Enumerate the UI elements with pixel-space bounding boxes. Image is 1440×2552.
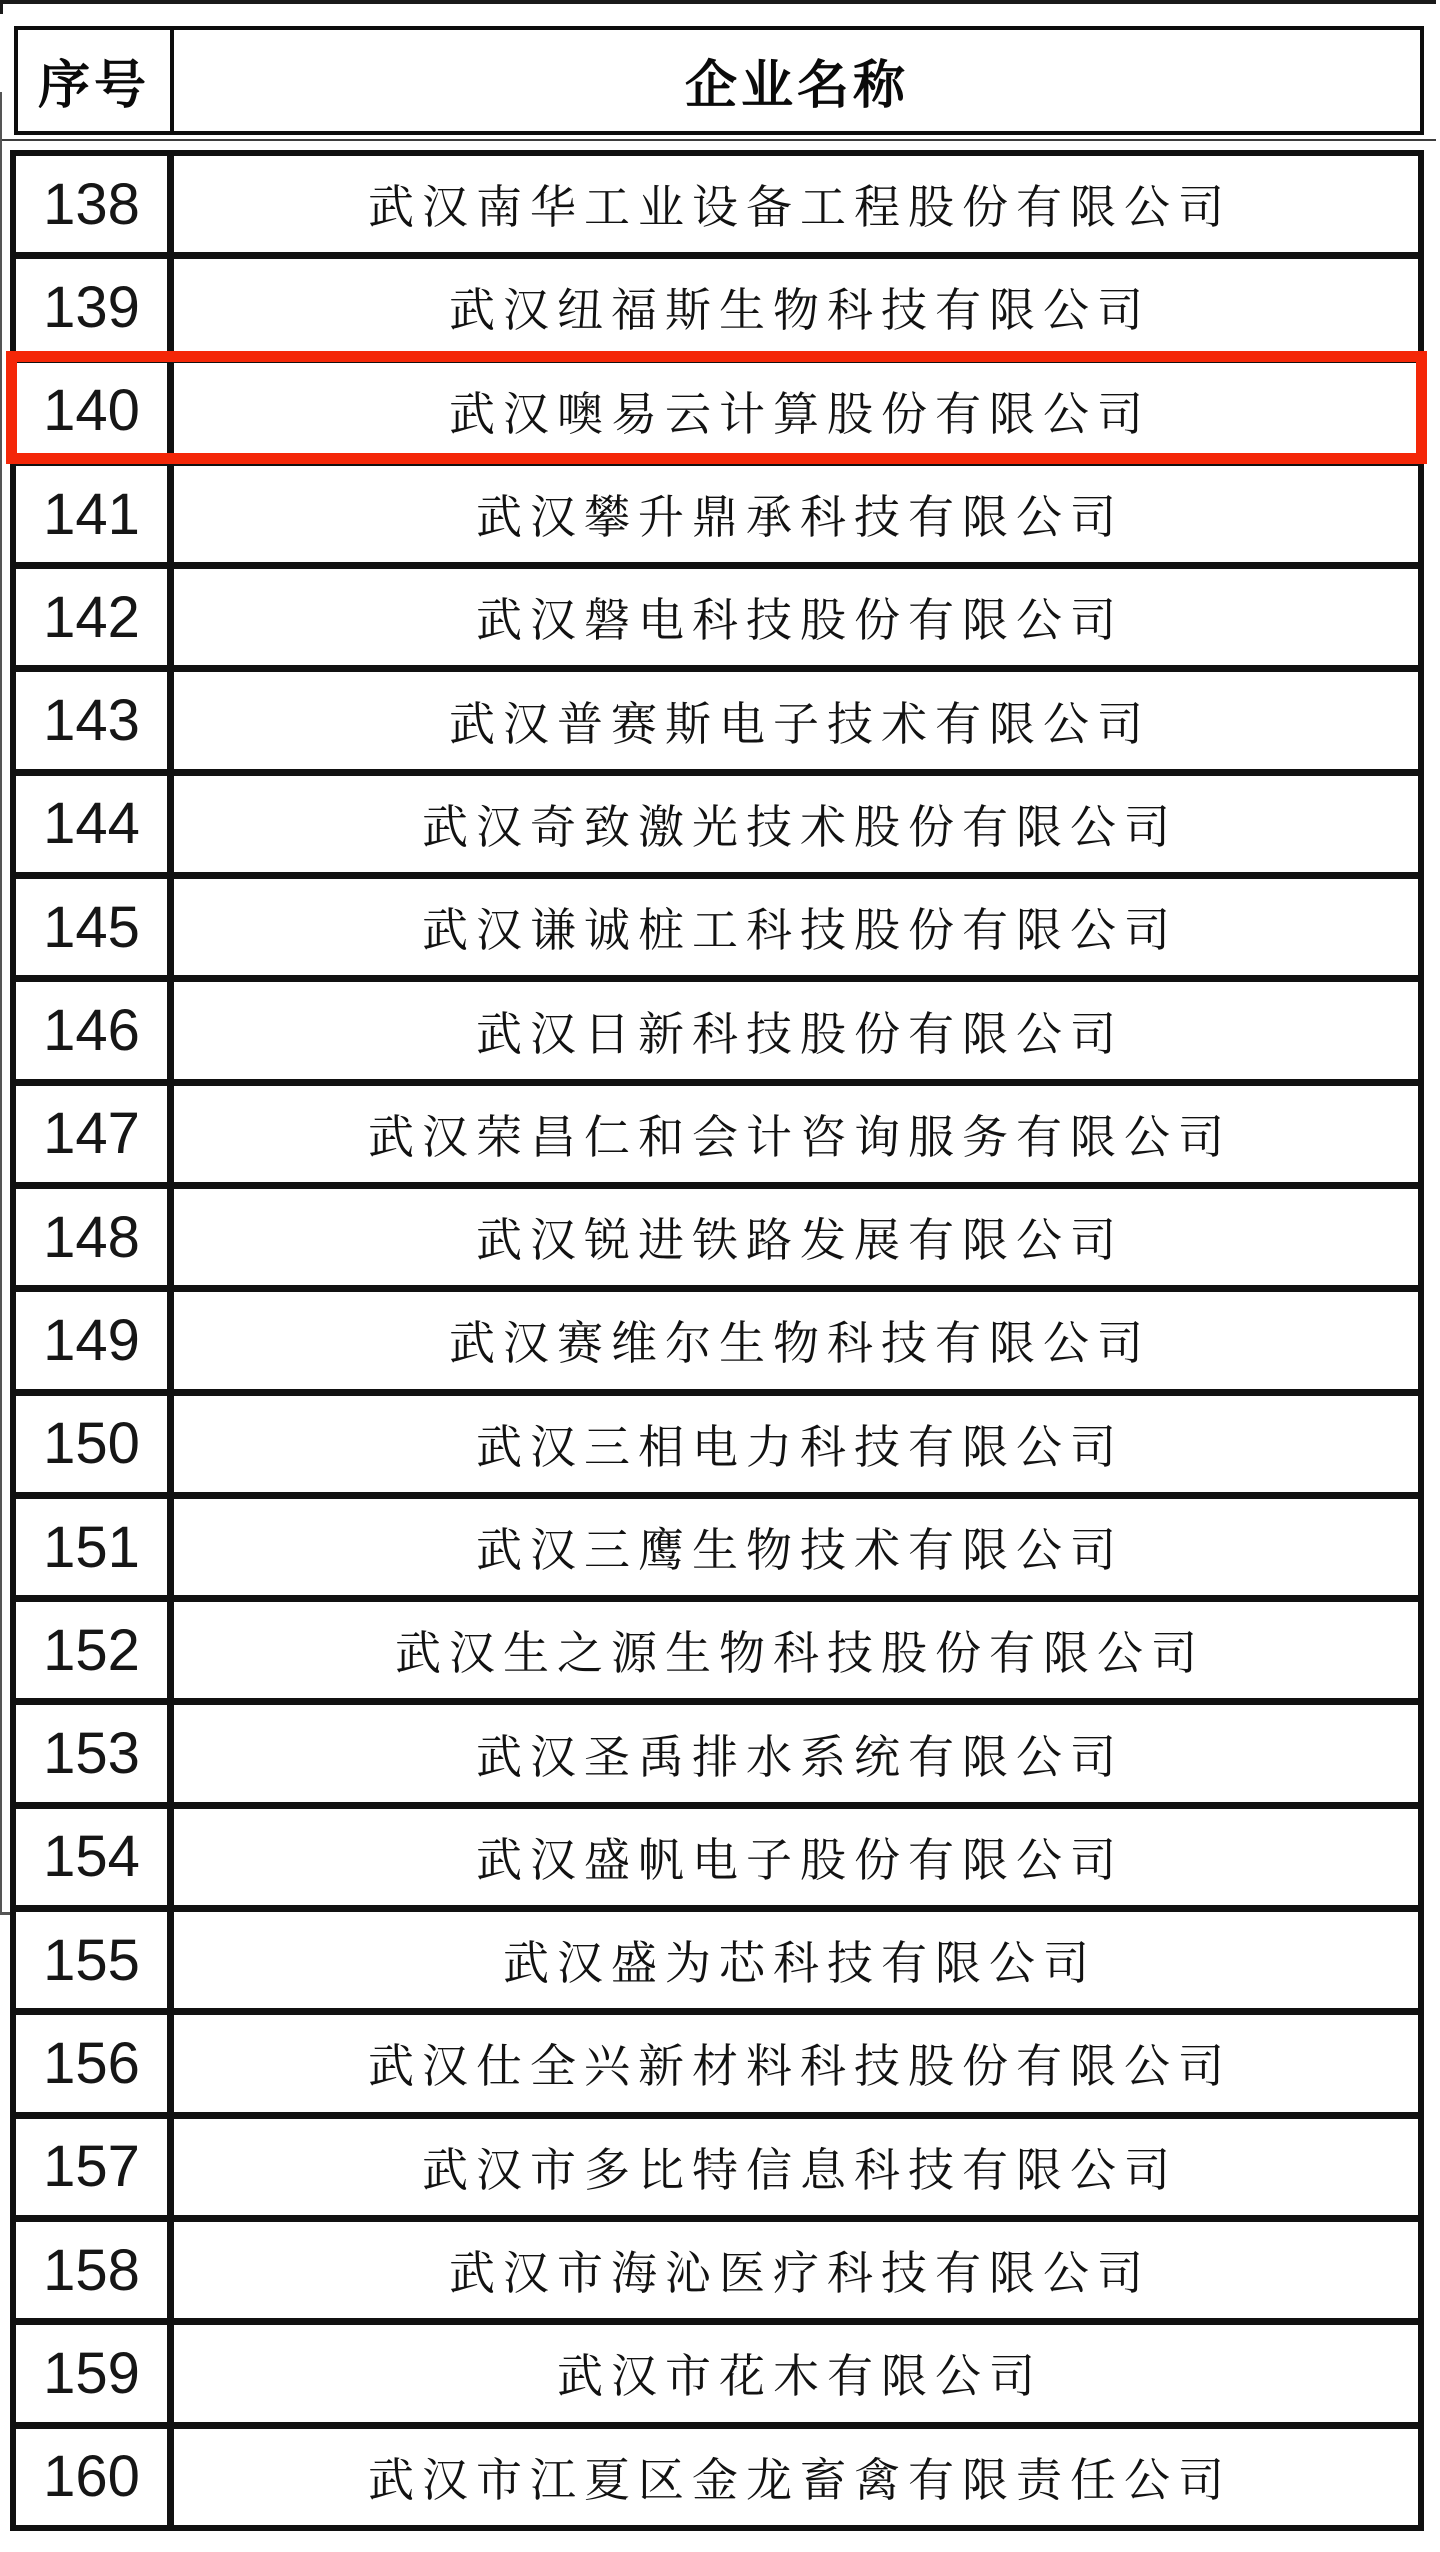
row-index-cell: 139 <box>16 259 174 355</box>
table-row <box>16 872 1418 975</box>
row-company-name-cell: 武汉噢易云计算股份有限公司 <box>449 388 1151 440</box>
row-company-name-cell: 武汉市海沁医疗科技有限公司 <box>449 2248 1151 2300</box>
row-company-name-cell: 武汉三鹰生物技术有限公司 <box>476 1525 1124 1576</box>
row-index-cell: 141 <box>16 466 174 562</box>
row-index-cell: 151 <box>16 1499 174 1595</box>
row-index-cell: 152 <box>16 1602 174 1698</box>
row-index-cell: 153 <box>16 1705 174 1801</box>
row-index-cell: 138 <box>16 156 174 252</box>
row-company-name-cell: 武汉三相电力科技有限公司 <box>476 1421 1124 1473</box>
row-index-cell: 154 <box>16 1809 174 1905</box>
table-row-highlighted <box>16 356 1418 459</box>
body-table <box>10 150 1424 2531</box>
row-company-name-cell: 武汉纽福斯生物科技有限公司 <box>449 285 1151 337</box>
table-row <box>16 459 1418 562</box>
header-cell-index: 序号 <box>18 30 174 131</box>
row-index-cell: 157 <box>16 2119 174 2215</box>
table-row <box>16 252 1418 355</box>
row-company-name-cell: 武汉攀升鼎承科技有限公司 <box>476 492 1124 544</box>
row-company-name-cell: 武汉谦诚桩工科技股份有限公司 <box>422 905 1178 957</box>
row-index-cell: 158 <box>16 2222 174 2318</box>
table-row <box>16 1389 1418 1492</box>
row-index-cell: 146 <box>16 982 174 1078</box>
table-row <box>16 2112 1418 2215</box>
left-edge-scan-artifact <box>0 92 2 1915</box>
row-company-name-cell: 武汉市花木有限公司 <box>557 2351 1043 2403</box>
row-company-name-cell: 武汉锐进铁路发展有限公司 <box>476 1215 1124 1267</box>
row-company-name-cell: 武汉磐电科技股份有限公司 <box>476 595 1124 647</box>
table-row <box>16 665 1418 768</box>
row-index-cell: 148 <box>16 1189 174 1285</box>
row-company-name-cell: 武汉荣昌仁和会计咨询服务有限公司 <box>368 1111 1232 1163</box>
row-company-name-cell: 武汉圣禹排水系统有限公司 <box>476 1731 1124 1783</box>
header-cell-company-name: 企业名称 <box>684 57 909 115</box>
row-company-name-cell: 武汉盛为芯科技有限公司 <box>503 1938 1097 1990</box>
row-company-name-cell: 武汉仕全兴新材料科技股份有限公司 <box>368 2041 1232 2093</box>
row-company-name-cell: 武汉生之源生物科技股份有限公司 <box>395 1628 1205 1680</box>
table-header-row <box>14 26 1424 135</box>
row-company-name-cell: 武汉市江夏区金龙畜禽有限责任公司 <box>368 2454 1232 2506</box>
table-row <box>16 1492 1418 1595</box>
table-row <box>16 1285 1418 1388</box>
table-row <box>16 562 1418 665</box>
table-row <box>16 1905 1418 2008</box>
row-index-cell: 149 <box>16 1292 174 1388</box>
table-row <box>16 1698 1418 1801</box>
row-company-name-cell: 武汉奇致激光技术股份有限公司 <box>422 801 1178 853</box>
table-outer-top-border <box>2 139 1436 141</box>
row-index-cell: 159 <box>16 2325 174 2421</box>
table-row <box>16 975 1418 1078</box>
row-company-name-cell: 武汉市多比特信息科技有限公司 <box>422 2144 1178 2196</box>
table-row <box>16 1079 1418 1182</box>
table-row <box>16 1802 1418 1905</box>
table-row <box>16 1182 1418 1285</box>
table-row <box>16 2215 1418 2318</box>
row-index-cell: 160 <box>16 2429 174 2525</box>
row-index-cell: 140 <box>16 363 174 459</box>
row-index-cell: 156 <box>16 2015 174 2111</box>
table-row <box>16 2318 1418 2421</box>
table-row <box>16 156 1418 252</box>
row-index-cell: 144 <box>16 776 174 872</box>
row-index-cell: 147 <box>16 1086 174 1182</box>
row-index-cell: 155 <box>16 1912 174 2008</box>
row-company-name-cell: 武汉赛维尔生物科技有限公司 <box>449 1318 1151 1370</box>
table-row <box>16 2422 1418 2525</box>
row-company-name-cell: 武汉南华工业设备工程股份有限公司 <box>368 182 1232 234</box>
row-company-name-cell: 武汉盛帆电子股份有限公司 <box>476 1834 1124 1886</box>
row-index-cell: 145 <box>16 879 174 975</box>
top-left-border-stub <box>0 0 3 14</box>
table-row <box>16 769 1418 872</box>
row-index-cell: 142 <box>16 569 174 665</box>
row-index-cell: 150 <box>16 1396 174 1492</box>
row-company-name-cell: 武汉普赛斯电子技术有限公司 <box>449 698 1151 750</box>
top-cropped-row-line <box>0 0 1436 4</box>
table-row <box>16 1595 1418 1698</box>
table-row <box>16 2008 1418 2111</box>
row-company-name-cell: 武汉日新科技股份有限公司 <box>476 1008 1124 1060</box>
row-index-cell: 143 <box>16 672 174 768</box>
